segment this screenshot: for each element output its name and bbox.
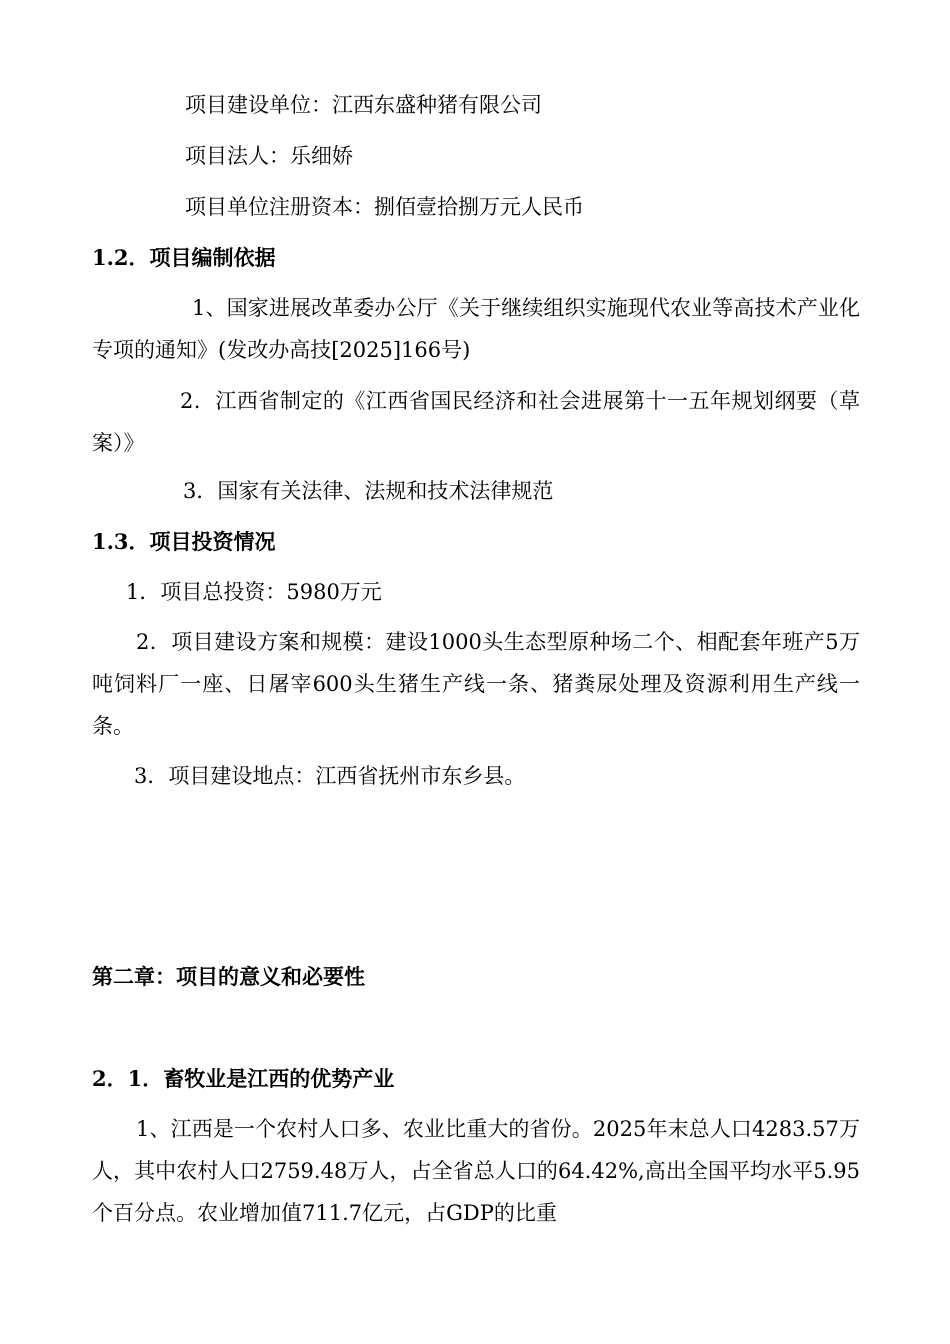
investment-item-3: 3．项目建设地点：江西省抚州市东乡县。 (134, 764, 526, 788)
chapter-heading-2: 第二章：项目的意义和必要性 (92, 964, 365, 989)
project-legal-person-line: 项目法人：乐细娇 (185, 144, 353, 168)
basis-item-3: 3．国家有关法律、法规和技术法律规范 (183, 479, 554, 503)
basis-item-2: 2．江西省制定的《江西省国民经济和社会进展第十一五年规划纲要（草案）》 (92, 389, 860, 455)
section-heading-2-1: 2．1．畜牧业是江西的优势产业 (92, 1066, 395, 1091)
section-heading-1-3: 1.3．项目投资情况 (92, 529, 276, 554)
section-heading-1-2: 1.2．项目编制依据 (92, 245, 276, 270)
investment-item-1: 1．项目总投资：5980万元 (126, 580, 382, 604)
project-builder-line: 项目建设单位：江西东盛种猪有限公司 (185, 93, 542, 117)
section-2-1-paragraph: 1、江西是一个农村人口多、农业比重大的省份。2025年末总人口4283.57万人，其中农村人口2759.48万人，占全省总人口的64.42%,高出全国平均水平5.95个百分点。农业增加值711.7亿元，占GDP的比重 (92, 1117, 860, 1225)
investment-item-2: 2．项目建设方案和规模：建设1000头生态型原种场二个、相配套年班产5万吨饲料厂一座、日屠宰600头生猪生产线一条、猪粪尿处理及资源利用生产线一条。 (92, 630, 860, 738)
project-capital-line: 项目单位注册资本：捌佰壹拾捌万元人民币 (185, 195, 584, 219)
basis-item-1: 1、国家进展改革委办公厅《关于继续组织实施现代农业等高技术产业化专项的通知》(发改办高技[2025]166号) (92, 296, 860, 362)
